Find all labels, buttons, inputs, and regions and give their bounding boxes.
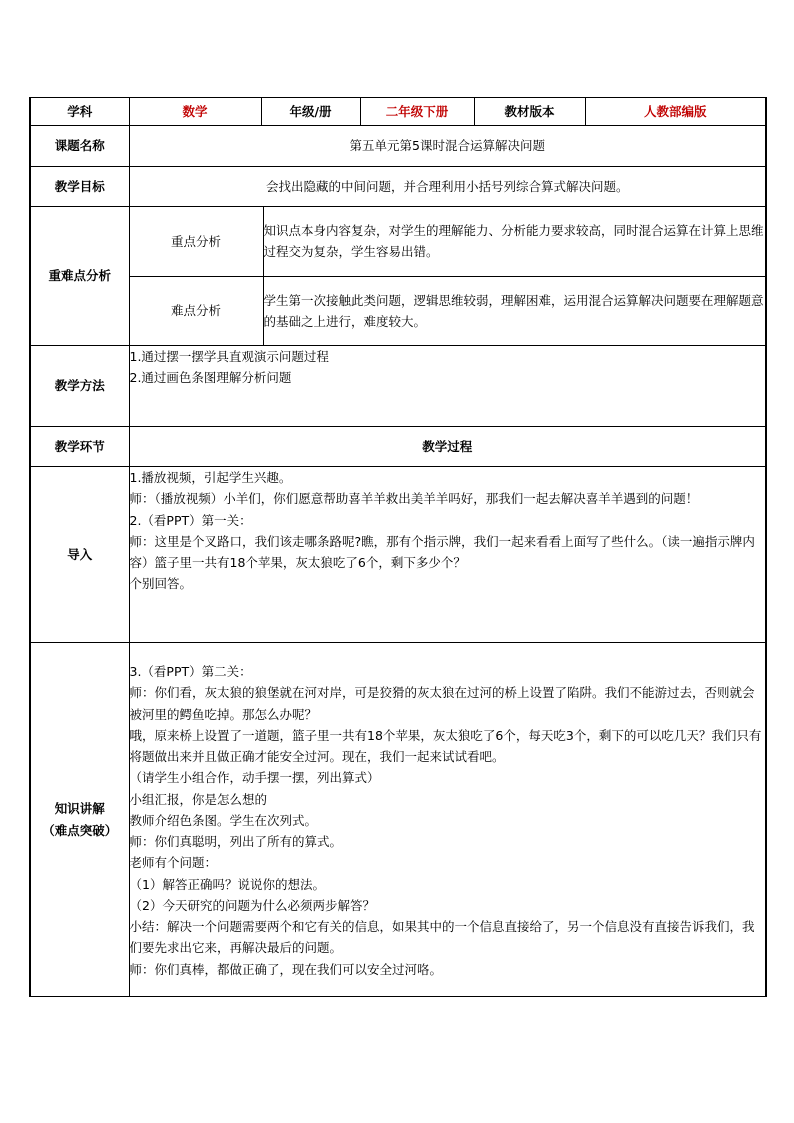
intro-line: 2.（看PPT）第一关： (129, 512, 252, 528)
knowledge-line: 教师介绍色条图。学生在次列式。 (129, 812, 318, 828)
method-row (30, 346, 766, 427)
knowledge-line: 师：你们真聪明，列出了所有的算式。 (129, 834, 343, 849)
lesson-label: 课题名称 (30, 126, 129, 167)
knowledge-line: （请学生小组合作，动手摆一摆，列出算式） (129, 770, 380, 786)
lesson-title: 第五单元第5课时混合运算解决问题 (129, 126, 766, 167)
intro-text (129, 467, 766, 643)
knowledge-line: 小组汇报，你是怎么想的 (129, 791, 268, 807)
edition-inner (475, 98, 766, 125)
intro-row (30, 467, 766, 643)
lesson-plan-table (29, 97, 767, 997)
knowledge-text (129, 643, 766, 997)
knowledge-line: （2）今天研究的问题为什么必须两步解答？ (129, 897, 375, 913)
knowledge-line: 师：你们看，灰太狼的狼堡就在河对岸，可是狡猾的灰太狼在过河的桥上设置了陷阱。我们不能游过去，否则就会被河里的鳄鱼吃掉。那怎么办呢？ (129, 685, 755, 722)
knowledge-line: 小结：解决一个问题需要两个和它有关的信息，如果其中的一个信息直接给了，另一个信息没有直接告诉我们，我们要先求出它来，再解决最后的问题。 (129, 919, 755, 956)
method-line: 1.通过摆一摆学具直观演示问题过程 (129, 349, 329, 364)
stage-label: 教学环节 (30, 427, 129, 467)
knowledge-row (30, 643, 766, 997)
analysis-row (30, 207, 766, 346)
method-label: 教学方法 (30, 346, 129, 427)
analysis-cell (129, 207, 766, 346)
goal-text: 会找出隐藏的中间问题，并合理利用小括号列综合算式解决问题。 (129, 167, 766, 207)
grade-label: 年级/册 (261, 98, 360, 126)
analysis-label: 重难点分析 (30, 207, 129, 346)
intro-line: 师：（播放视频）小羊们，你们愿意帮助喜羊羊救出美羊羊吗好，那我们一起去解决喜羊羊遇到的问题！ (129, 491, 699, 507)
subject-value: 数学 (129, 98, 261, 126)
knowledge-line: 3.（看PPT）第二关： (129, 664, 252, 679)
difficulty-text: 学生第一次接触此类问题，逻辑思维较弱，理解困难，运用混合运算解决问题要在理解题意的基础之上进行，难度较大。 (263, 276, 765, 345)
difficulty-label: 难点分析 (130, 276, 264, 345)
key-point-label: 重点分析 (130, 207, 264, 276)
knowledge-label-cell (30, 643, 129, 997)
analysis-inner (130, 207, 766, 345)
process-header-row (30, 427, 766, 467)
knowledge-line: （1）解答正确吗？说说你的想法。 (129, 876, 325, 892)
process-label: 教学过程 (129, 427, 766, 467)
knowledge-line: 哦，原来桥上设置了一道题，篮子里一共有18个苹果，灰太狼吃了6个，每天吃3个，剩下的可以吃几天？我们只有将题做出来并且做正确才能安全过河。现在，我们一起来试试看吧。 (129, 727, 762, 764)
intro-label: 导入 (30, 467, 129, 643)
grade-value: 二年级下册 (360, 98, 474, 126)
method-line: 2.通过画色条图理解分析问题 (129, 370, 292, 386)
subject-label: 学科 (30, 98, 129, 126)
edition-value: 人教部编版 (644, 103, 707, 119)
lesson-row (30, 126, 766, 167)
edition-label: 教材版本 (475, 98, 586, 125)
intro-line: 1.播放视频，引起学生兴趣。 (129, 470, 292, 485)
intro-line: 个别回答。 (129, 576, 193, 592)
intro-line: 师：这里是个叉路口，我们该走哪条路呢?瞧，那有个指示牌，我们一起来看看上面写了些什么。（读一遍指示牌内容）篮子里一共有18个苹果，灰太狼吃了6个，剩下多少个？ (129, 533, 755, 570)
knowledge-label: 知识讲解 (54, 801, 105, 817)
goal-label: 教学目标 (30, 167, 129, 207)
knowledge-label-sub: （难点突破） (42, 822, 118, 838)
edition-cell (474, 98, 766, 126)
goal-row (30, 167, 766, 207)
key-point-text: 知识点本身内容复杂，对学生的理解能力、分析能力要求较高，同时混合运算在计算上思维过程交为复杂，学生容易出错。 (263, 223, 764, 260)
knowledge-line: 老师有个问题： (129, 855, 218, 871)
knowledge-line: 师：你们真棒，都做正确了，现在我们可以安全过河咯。 (129, 961, 443, 977)
header-row (30, 98, 766, 126)
method-text (129, 346, 766, 427)
